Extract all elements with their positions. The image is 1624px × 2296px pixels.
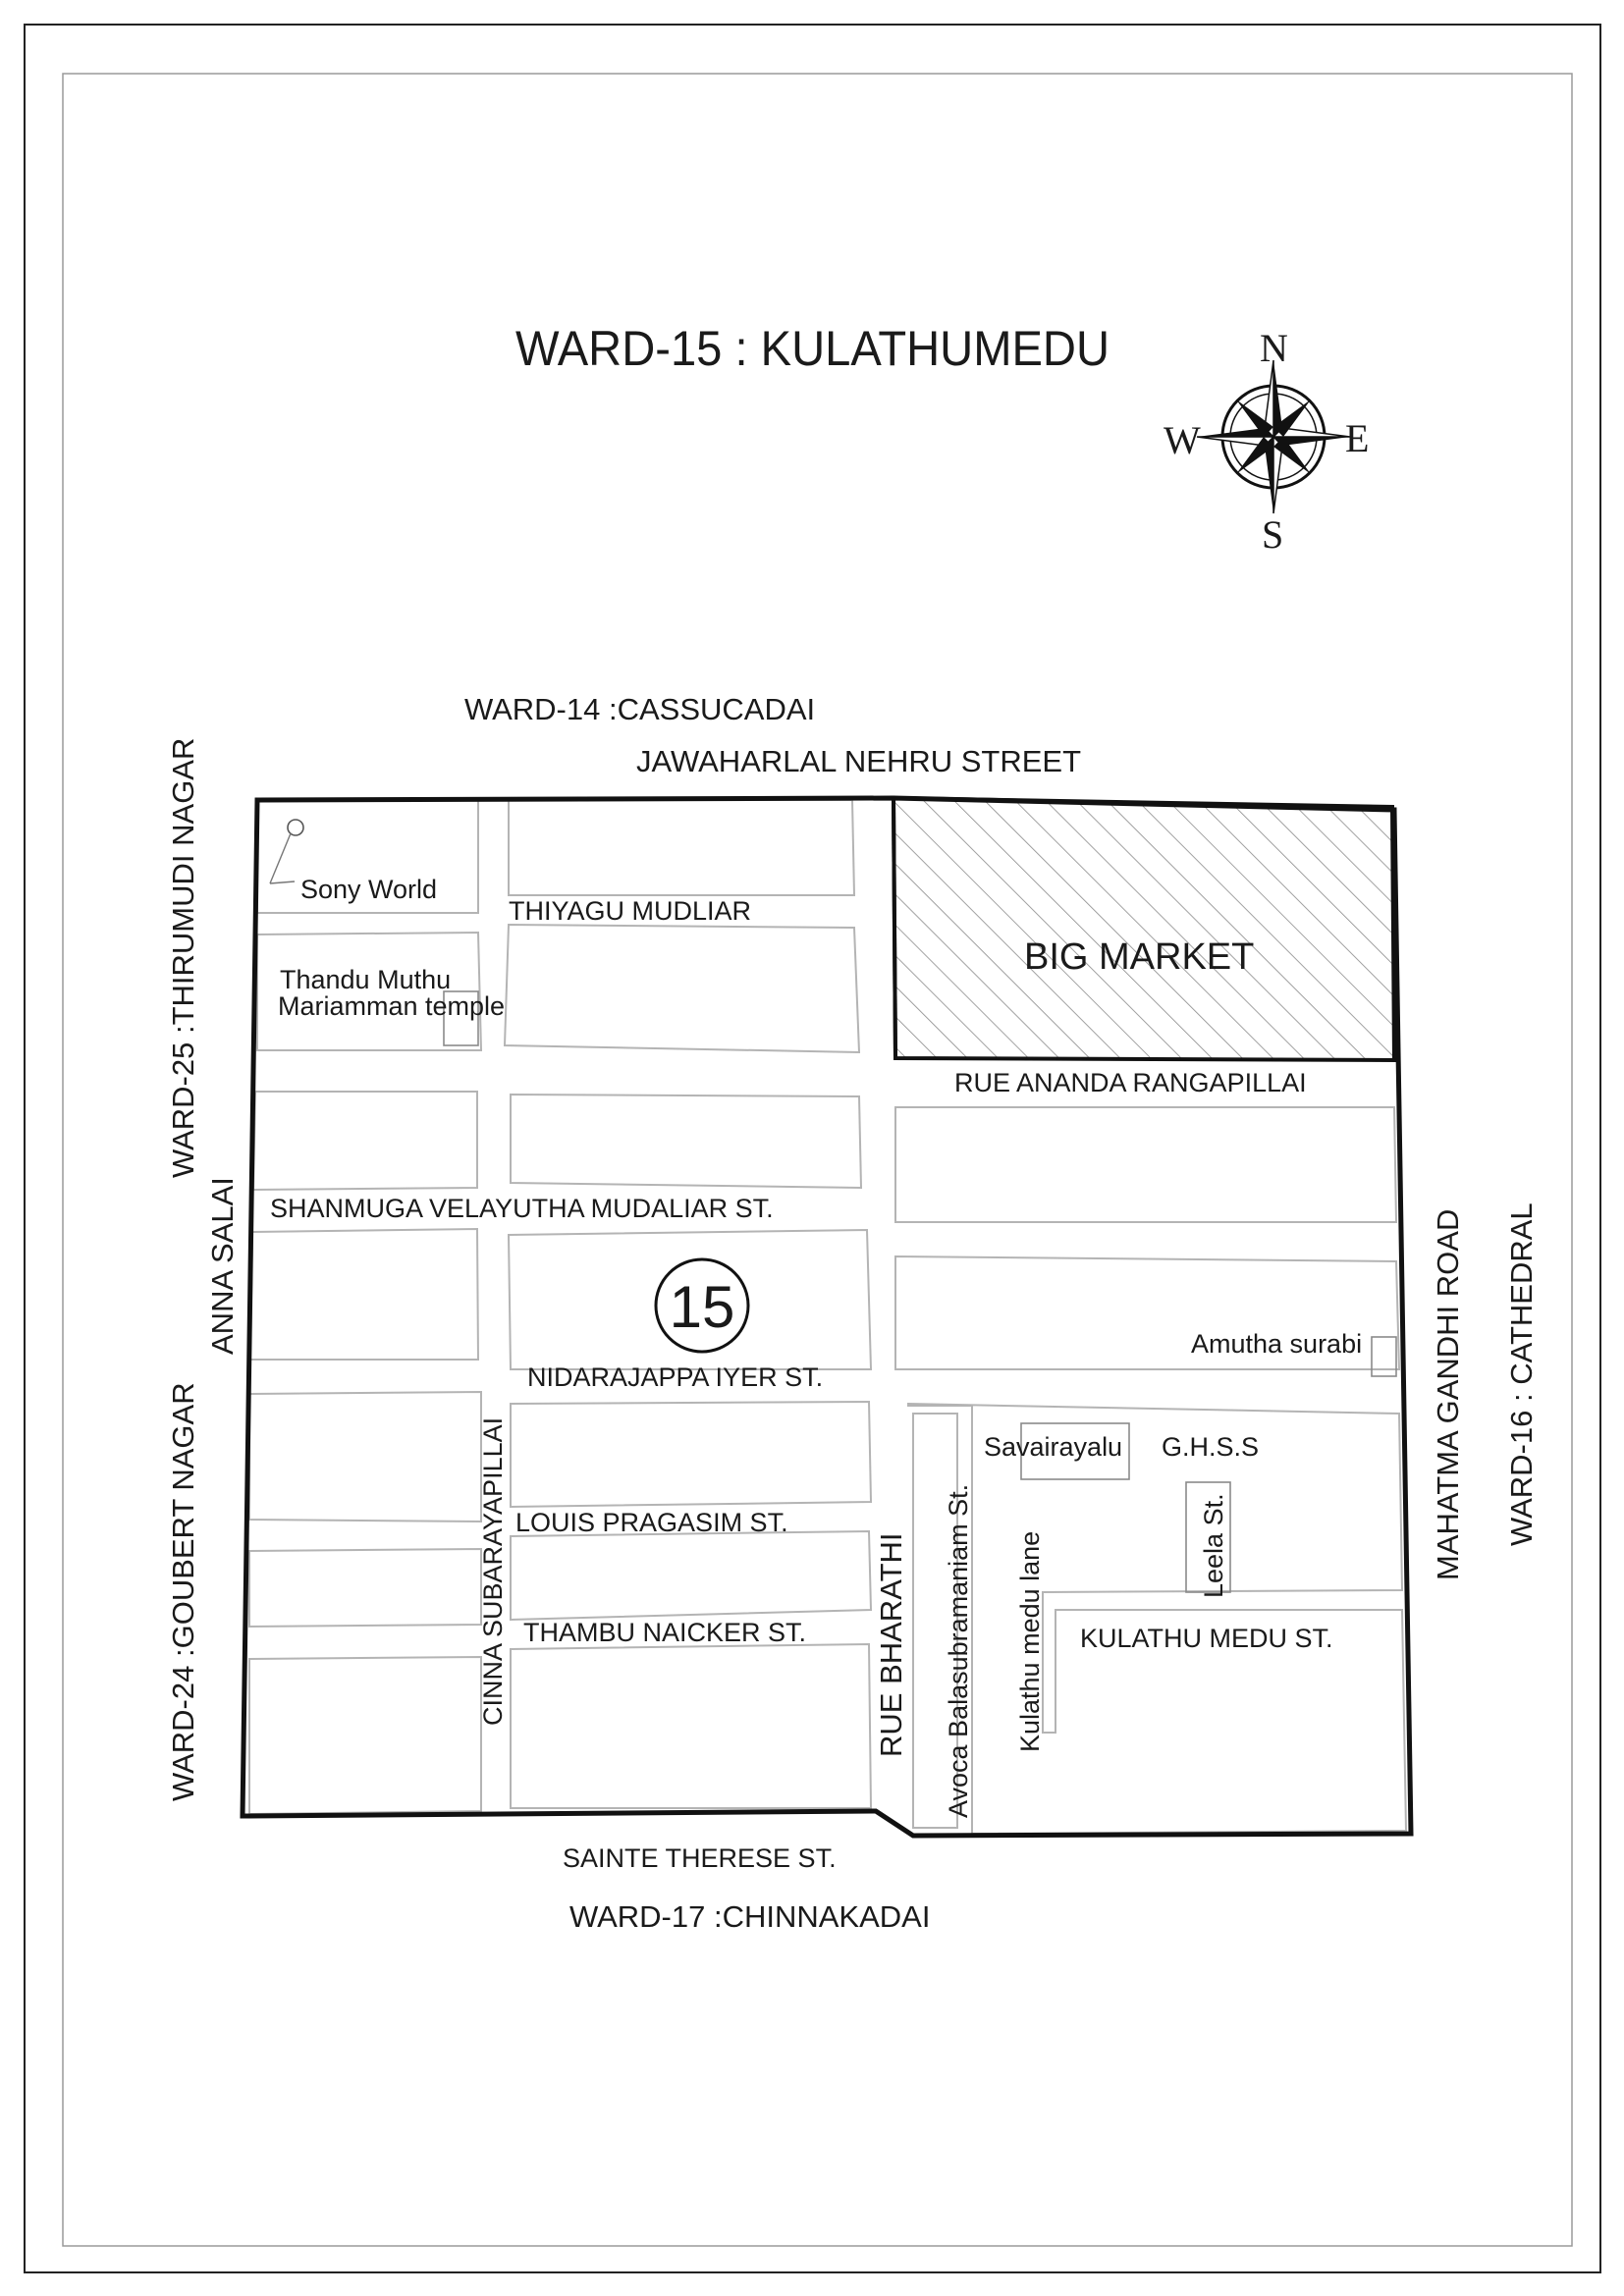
shanmuga-velayutha-label: SHANMUGA VELAYUTHA MUDALIAR ST. [270, 1194, 774, 1223]
mahatma-gandhi-road-label: MAHATMA GANDHI ROAD [1431, 1208, 1465, 1580]
avoca-balasubramaniam-label: Avoca Balasubramaniam St. [944, 1483, 973, 1818]
compass-west-label: W [1164, 418, 1201, 462]
compass-south-label: S [1262, 512, 1284, 557]
ward-17-label: WARD-17 :CHINNAKADAI [569, 1899, 931, 1934]
louis-pragasim-label: LOUIS PRAGASIM ST. [515, 1508, 788, 1537]
ward-25-label: WARD-25 :THIRUMUDI NAGAR [166, 737, 200, 1178]
kulathu-medu-street-label: KULATHU MEDU ST. [1080, 1624, 1333, 1653]
anna-salai-label: ANNA SALAI [205, 1177, 240, 1355]
compass-rose [1197, 360, 1350, 513]
compass-north-label: N [1260, 326, 1288, 370]
compass-needle-icon [1197, 360, 1350, 513]
ward-24-label: WARD-24 :GOUBERT NAGAR [166, 1382, 200, 1801]
compass-east-label: E [1345, 416, 1370, 460]
sony-world-label: Sony World [300, 875, 438, 904]
ward-14-label: WARD-14 :CASSUCADAI [464, 692, 816, 726]
temple-label-line2: Mariamman temple [278, 991, 506, 1021]
ghss-label: G.H.S.S [1162, 1432, 1260, 1462]
ward-number: 15 [669, 1274, 735, 1340]
thambu-naicker-label: THAMBU NAICKER ST. [523, 1618, 807, 1647]
cinna-subarayapillai-label: CINNA SUBARAYAPILLAI [478, 1416, 508, 1726]
map-title: WARD-15 : KULATHUMEDU [515, 321, 1110, 376]
rue-ananda-rangapillai-label: RUE ANANDA RANGAPILLAI [954, 1068, 1307, 1097]
amutha-surabi-label: Amutha surabi [1191, 1329, 1363, 1359]
big-market-area [893, 798, 1394, 1060]
big-market-label: BIG MARKET [1024, 936, 1255, 978]
nidarajappa-iyer-label: NIDARAJAPPA IYER ST. [527, 1362, 824, 1392]
jawaharlal-nehru-street-label: JAWAHARLAL NEHRU STREET [636, 744, 1082, 778]
rue-bharathi-label: RUE BHARATHI [874, 1532, 908, 1757]
thiyagu-mudliar-label: THIYAGU MUDLIAR [509, 896, 752, 926]
sainte-therese-street-label: SAINTE THERESE ST. [563, 1843, 837, 1873]
savairayalu-label: Savairayalu [984, 1432, 1123, 1462]
kulathu-medu-lane-label: Kulathu medu lane [1015, 1530, 1045, 1752]
temple-label-line1: Thandu Muthu [280, 965, 452, 994]
ward-16-label: WARD-16 : CATHEDRAL [1504, 1202, 1539, 1546]
big-market-west-edge [893, 798, 895, 1058]
leela-street-label: Leela St. [1199, 1493, 1228, 1598]
